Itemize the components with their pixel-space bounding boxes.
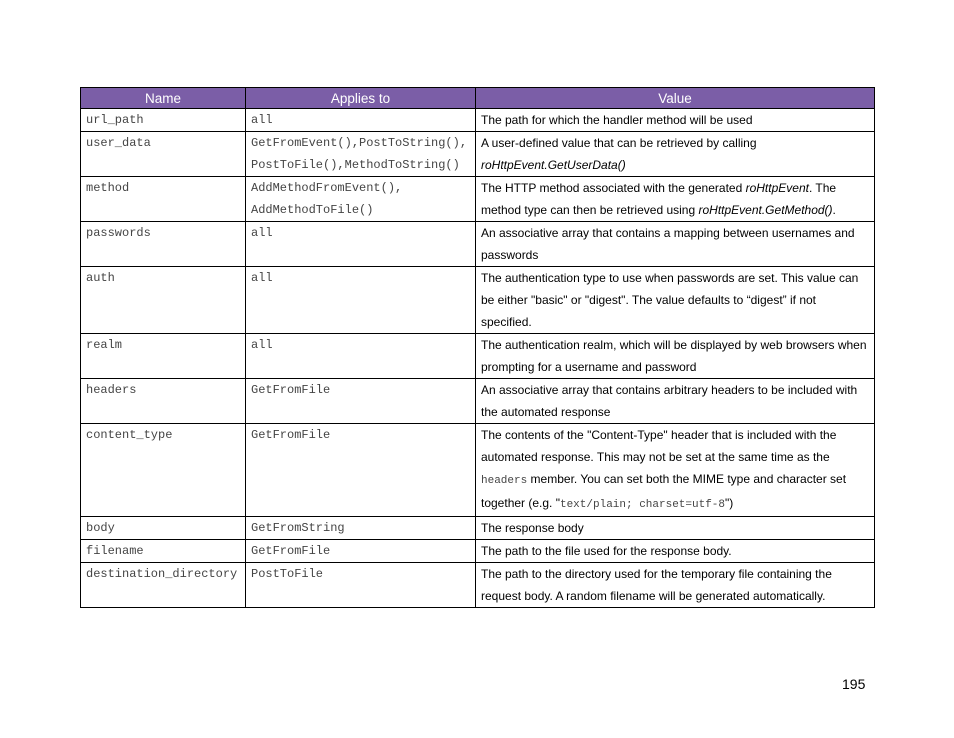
cell-value (476, 132, 875, 177)
applies-to-line: GetFromEvent(),PostToString(), (251, 136, 468, 150)
table-row (81, 517, 875, 540)
cell-name: headers (81, 379, 246, 424)
cell-applies-to (246, 222, 476, 267)
table-row (81, 540, 875, 563)
applies-to-line: AddMethodToFile() (251, 203, 374, 217)
cell-applies-to (246, 109, 476, 132)
cell-applies-to (246, 540, 476, 563)
table-row (81, 267, 875, 334)
cell-name: user_data (81, 132, 246, 177)
value-code-text: text/plain; charset=utf-8 (559, 499, 726, 511)
applies-to-line: GetFromFile (251, 428, 331, 442)
cell-name: realm (81, 334, 246, 379)
cell-name: content_type (81, 424, 246, 517)
value-text: The authentication type to use when passwords are set. This value can be either "basic" or "digest". The value defaults to “digest” if not specified. (481, 271, 859, 329)
value-text: The authentication realm, which will be displayed by web browsers when prompting for a username and password (481, 338, 867, 374)
header-row (81, 88, 875, 109)
applies-to-line: PostToFile (251, 567, 324, 581)
value-text: The path to the file used for the response body. (481, 544, 732, 558)
value-italic-text: roHttpEvent (745, 181, 809, 195)
cell-name: filename (81, 540, 246, 563)
value-text: An associative array that contains a mapping between usernames and passwords (481, 226, 855, 262)
value-italic-text: roHttpEvent.GetMethod() (698, 203, 833, 217)
value-text: The path for which the handler method will be used (481, 113, 753, 127)
cell-name: auth (81, 267, 246, 334)
cell-value (476, 424, 875, 517)
value-text: The path to the directory used for the temporary file containing the request body. A random filename will be generated automatically. (481, 567, 832, 603)
value-text: . The method type can then be retrieved using (481, 181, 837, 217)
table-row (81, 334, 875, 379)
cell-value (476, 177, 875, 222)
applies-to-line: all (251, 113, 273, 127)
table-row (81, 222, 875, 267)
cell-applies-to (246, 334, 476, 379)
cell-value (476, 109, 875, 132)
applies-to-line: AddMethodFromEvent(), (251, 181, 403, 195)
cell-value (476, 379, 875, 424)
applies-to-line: all (251, 226, 273, 240)
header-applies-to: Applies to (246, 88, 476, 109)
applies-to-line: all (251, 338, 273, 352)
value-text: member. You can set both the MIME type and character set together (e.g. " (481, 472, 847, 510)
table-row (81, 379, 875, 424)
table-row (81, 109, 875, 132)
cell-applies-to (246, 379, 476, 424)
header-name: Name (81, 88, 246, 109)
value-text: ") (725, 496, 734, 510)
value-text: A user-defined value that can be retrieved by calling (481, 136, 757, 150)
value-text: An associative array that contains arbitrary headers to be included with the automated response (481, 383, 858, 419)
cell-name: method (81, 177, 246, 222)
value-text: . (832, 203, 836, 217)
cell-name: body (81, 517, 246, 540)
value-code-text: headers (481, 475, 528, 487)
applies-to-line: GetFromFile (251, 544, 331, 558)
cell-value (476, 540, 875, 563)
cell-value (476, 517, 875, 540)
value-text: The contents of the "Content-Type" header that is included with the automated response. This may not be set at the same time as the (481, 428, 837, 464)
table-row (81, 177, 875, 222)
value-text: The HTTP method associated with the generated (481, 181, 746, 195)
cell-applies-to (246, 424, 476, 517)
table-body (81, 109, 875, 608)
cell-name: url_path (81, 109, 246, 132)
cell-applies-to (246, 267, 476, 334)
page-number: 195 (842, 676, 866, 692)
cell-applies-to (246, 177, 476, 222)
applies-to-line: all (251, 271, 273, 285)
member-table (80, 87, 875, 608)
header-value: Value (476, 88, 875, 109)
cell-applies-to (246, 517, 476, 540)
applies-to-line: GetFromString (251, 521, 345, 535)
cell-applies-to (246, 132, 476, 177)
cell-value (476, 267, 875, 334)
applies-to-line: PostToFile(),MethodToString() (251, 158, 460, 172)
table-row (81, 132, 875, 177)
cell-value (476, 563, 875, 608)
value-italic-text: roHttpEvent.GetUserData() (481, 158, 626, 172)
applies-to-line: GetFromFile (251, 383, 331, 397)
table-row (81, 563, 875, 608)
value-text: The response body (481, 521, 584, 535)
cell-name: destination_directory (81, 563, 246, 608)
cell-name: passwords (81, 222, 246, 267)
cell-value (476, 334, 875, 379)
cell-value (476, 222, 875, 267)
cell-applies-to (246, 563, 476, 608)
table-row (81, 424, 875, 517)
